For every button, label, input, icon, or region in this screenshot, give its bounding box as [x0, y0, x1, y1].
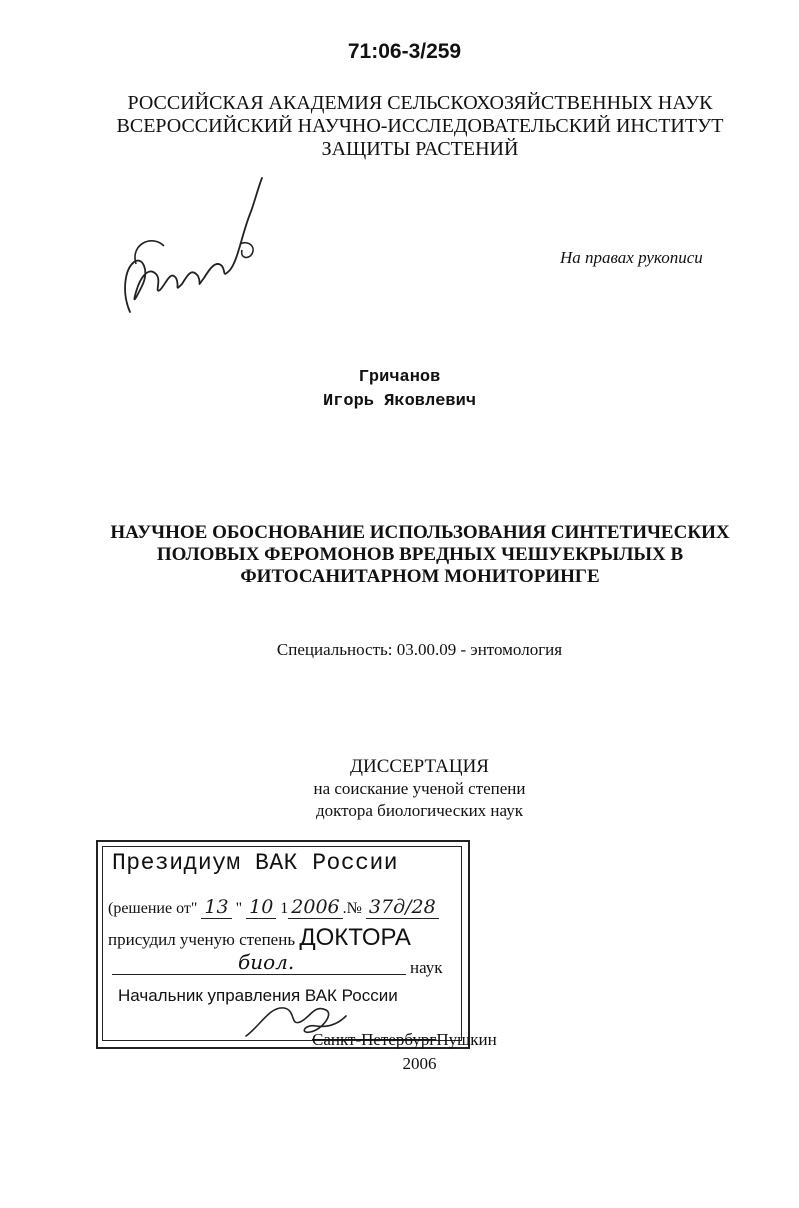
decision-number-prefix: .№ [342, 900, 362, 917]
city-line [312, 1030, 497, 1050]
decision-prefix: (решение от" [108, 900, 198, 917]
decision-quote: " [235, 900, 243, 917]
decision-day: 13 [201, 896, 231, 919]
organization-header [110, 92, 730, 161]
title-line-2: ПОЛОВЫХ ФЕРОМОНОВ ВРЕДНЫХ ЧЕШУЕКРЫЛЫХ В [156, 544, 684, 565]
author-surname: Гричанов [358, 368, 441, 387]
dissertation-heading: ДИССЕРТАЦИЯ [350, 756, 489, 777]
dissertation-block [0, 756, 799, 822]
science-field-handwritten: биол. [238, 950, 295, 974]
city-struck: Санкт-Петербург [312, 1030, 437, 1049]
decision-year-prefix: 1 [280, 900, 289, 917]
author-block [0, 366, 799, 414]
organization-line-1: РОССИЙСКАЯ АКАДЕМИЯ СЕЛЬСКОХОЗЯЙСТВЕННЫХ НАУК [127, 92, 713, 114]
science-field-suffix: наук [410, 958, 443, 977]
author-given-names: Игорь Яковлевич [322, 392, 477, 411]
decision-month: 10 [246, 896, 276, 919]
dissertation-line-1: на соискание ученой степени [313, 779, 526, 798]
organization-line-2: ВСЕРОССИЙСКИЙ НАУЧНО-ИССЛЕДОВАТЕЛЬСКИЙ ИНСТИТУТ [116, 115, 724, 137]
title-line-1: НАУЧНОЕ ОБОСНОВАНИЕ ИСПОЛЬЗОВАНИЯ СИНТЕТИЧЕСКИХ [110, 522, 730, 543]
archive-code: 71:06-3/259 [347, 40, 462, 63]
dissertation-line-2: доктора биологических наук [316, 801, 523, 820]
awarded-text: присудил ученую степень [108, 930, 296, 949]
awarded-degree: ДОКТОРА [299, 924, 411, 951]
decision-year: 2006 [288, 896, 342, 919]
stamp-awarded-line [108, 924, 411, 952]
city-current: Пушкин [436, 1030, 497, 1049]
manuscript-rights-note: На правах рукописи [560, 248, 703, 267]
stamp-decision-line [108, 896, 439, 918]
thesis-title [90, 522, 750, 588]
stamp-heading: Президиум ВАК России [112, 850, 399, 876]
handwritten-signature [112, 174, 272, 324]
specialty-line: Специальность: 03.00.09 - энтомология [276, 640, 563, 659]
decision-number: 37д/28 [366, 896, 439, 919]
year: 2006 [402, 1054, 437, 1073]
title-line-3: ФИТОСАНИТАРНОМ МОНИТОРИНГЕ [240, 566, 600, 587]
organization-line-3: ЗАЩИТЫ РАСТЕНИЙ [321, 138, 519, 160]
stamp-chief-title: Начальник управления ВАК России [118, 986, 398, 1005]
